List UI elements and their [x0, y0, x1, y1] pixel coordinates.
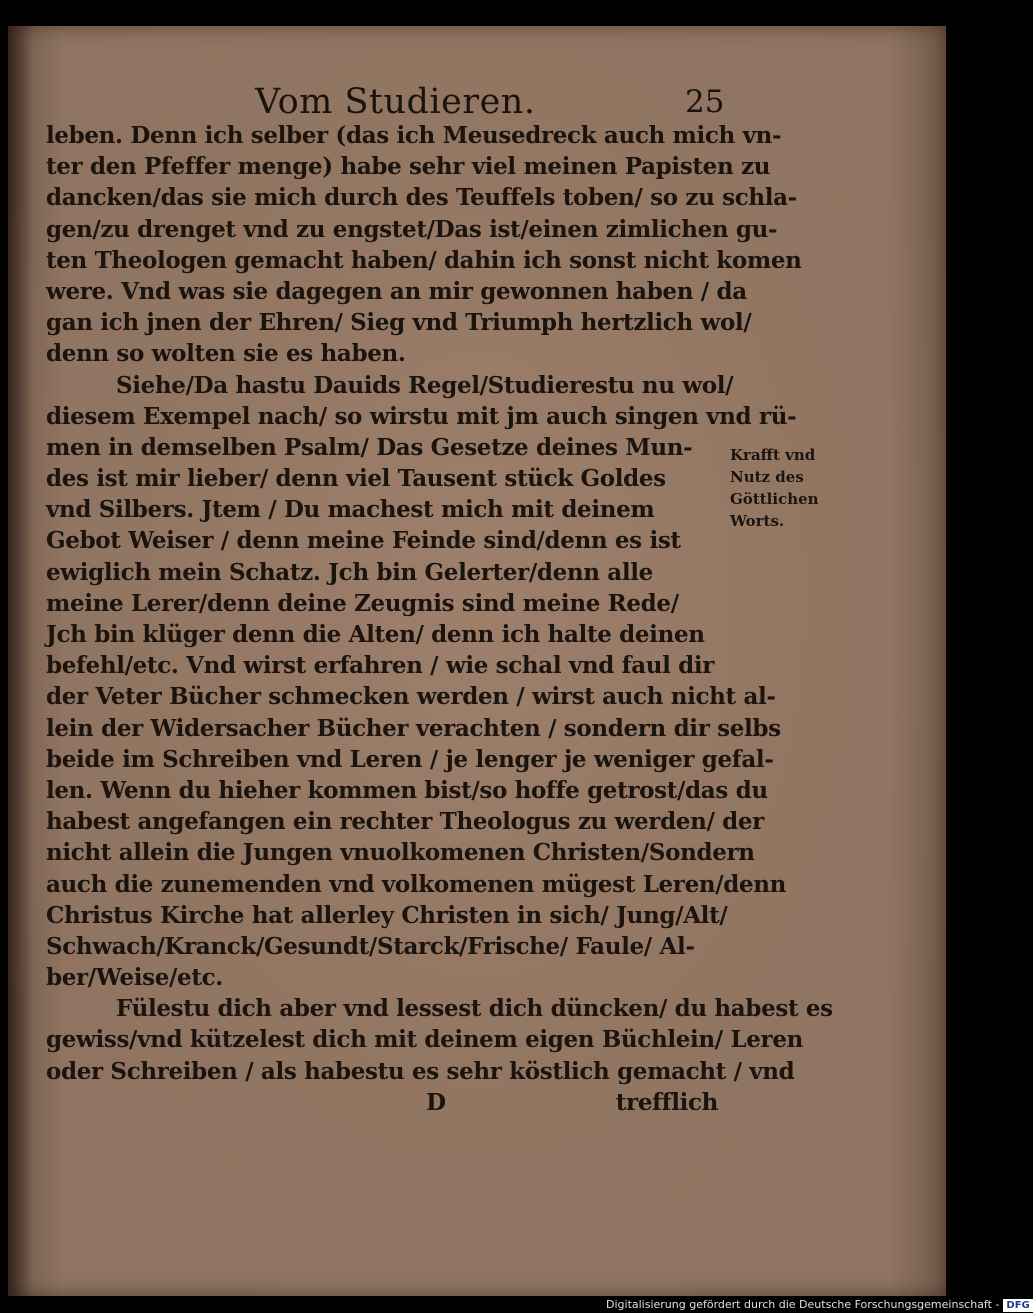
text-line: dancken/das sie mich durch des Teuffels toben/ so zu schla- — [46, 184, 797, 212]
paragraph-start-line: Fülestu dich aber vnd lessest dich düncken/ du habest es — [116, 995, 833, 1023]
text-line: der Veter Bücher schmecken werden / wirst auch nicht al- — [46, 683, 776, 711]
text-line: auch die zunemenden vnd volkomenen mügest Leren/denn — [46, 870, 787, 898]
text-line: were. Vnd was sie dagegen an mir gewonnen haben / da — [46, 277, 747, 305]
text-line: ber/Weise/etc. — [46, 964, 223, 992]
text-line: beide im Schreiben vnd Leren / je lenger je weniger gefal- — [46, 745, 774, 773]
text-line: Christus Kirche hat allerley Christen in sich/ Jung/Alt/ — [46, 901, 728, 929]
marginal-note-line: Worts. — [730, 512, 785, 530]
signature-catchword-line — [46, 1087, 736, 1118]
text-line: leben. Denn ich selber (das ich Meusedreck auch mich vn- — [46, 122, 782, 149]
text-line: len. Wenn du hieher kommen bist/so hoffe getrost/das du — [46, 776, 768, 804]
text-line: Schwach/Kranck/Gesundt/Starck/Frische/ Faule/ Al- — [46, 932, 695, 960]
text-line: ewiglich mein Schatz. Jch bin Gelerter/denn alle — [46, 558, 653, 586]
gutter-shadow — [8, 26, 34, 1296]
digitization-credit — [606, 1296, 1033, 1313]
text-line: meine Lerer/denn deine Zeugnis sind meine Rede/ — [46, 589, 679, 617]
text-line: vnd Silbers. Jtem / Du machest mich mit deinem — [46, 496, 655, 524]
text-line: oder Schreiben / als habestu es sehr köstlich gemacht / vnd — [46, 1057, 795, 1085]
page-number: 25 — [685, 84, 725, 120]
marginal-note-line: Göttlichen — [730, 490, 819, 508]
running-head: Vom Studieren. — [255, 82, 536, 122]
text-line: men in demselben Psalm/ Das Gesetze deines Mun- — [46, 433, 693, 461]
text-line: ter den Pfeffer menge) habe sehr viel meinen Papisten zu — [46, 153, 771, 181]
text-line: des ist mir lieber/ denn viel Tausent stück Goldes — [46, 465, 666, 493]
text-line: ten Theologen gemacht haben/ dahin ich sonst nicht komen — [46, 246, 802, 274]
text-line: befehl/etc. Vnd wirst erfahren / wie schal vnd faul dir — [46, 652, 715, 680]
marginal-note — [730, 444, 819, 532]
text-line: habest angefangen ein rechter Theologus zu werden/ der — [46, 808, 764, 836]
text-line: denn so wolten sie es haben. — [46, 340, 406, 368]
text-line: gen/zu drenget vnd zu engstet/Das ist/einen zimlichen gu- — [46, 215, 778, 243]
text-line: Gebot Weiser / denn meine Feinde sind/denn es ist — [46, 527, 681, 555]
signature-mark: D — [426, 1088, 446, 1116]
marginal-note-line: Krafft vnd — [730, 446, 816, 464]
catchword: trefflich — [615, 1088, 718, 1116]
text-line: nicht allein die Jungen vnuolkomenen Christen/Sondern — [46, 839, 755, 867]
text-line: gan ich jnen der Ehren/ Sieg vnd Triumph hertzlich wol/ — [46, 309, 752, 337]
text-line: gewiss/vnd kützelest dich mit deinem eigen Büchlein/ Leren — [46, 1026, 803, 1054]
text-line: Jch bin klüger denn die Alten/ denn ich halte deinen — [46, 621, 705, 648]
text-line: diesem Exempel nach/ so wirstu mit jm auch singen vnd rü- — [46, 402, 797, 430]
text-line: lein der Widersacher Bücher verachten / sondern dir selbs — [46, 714, 781, 742]
dfg-logo: DFG — [1003, 1299, 1032, 1312]
paragraph-start-line: Siehe/Da hastu Dauids Regel/Studierestu nu wol/ — [116, 371, 734, 399]
credit-text: Digitalisierung gefördert durch die Deutsche Forschungsgemeinschaft - — [606, 1298, 1000, 1311]
marginal-note-line: Nutz des — [730, 468, 804, 486]
